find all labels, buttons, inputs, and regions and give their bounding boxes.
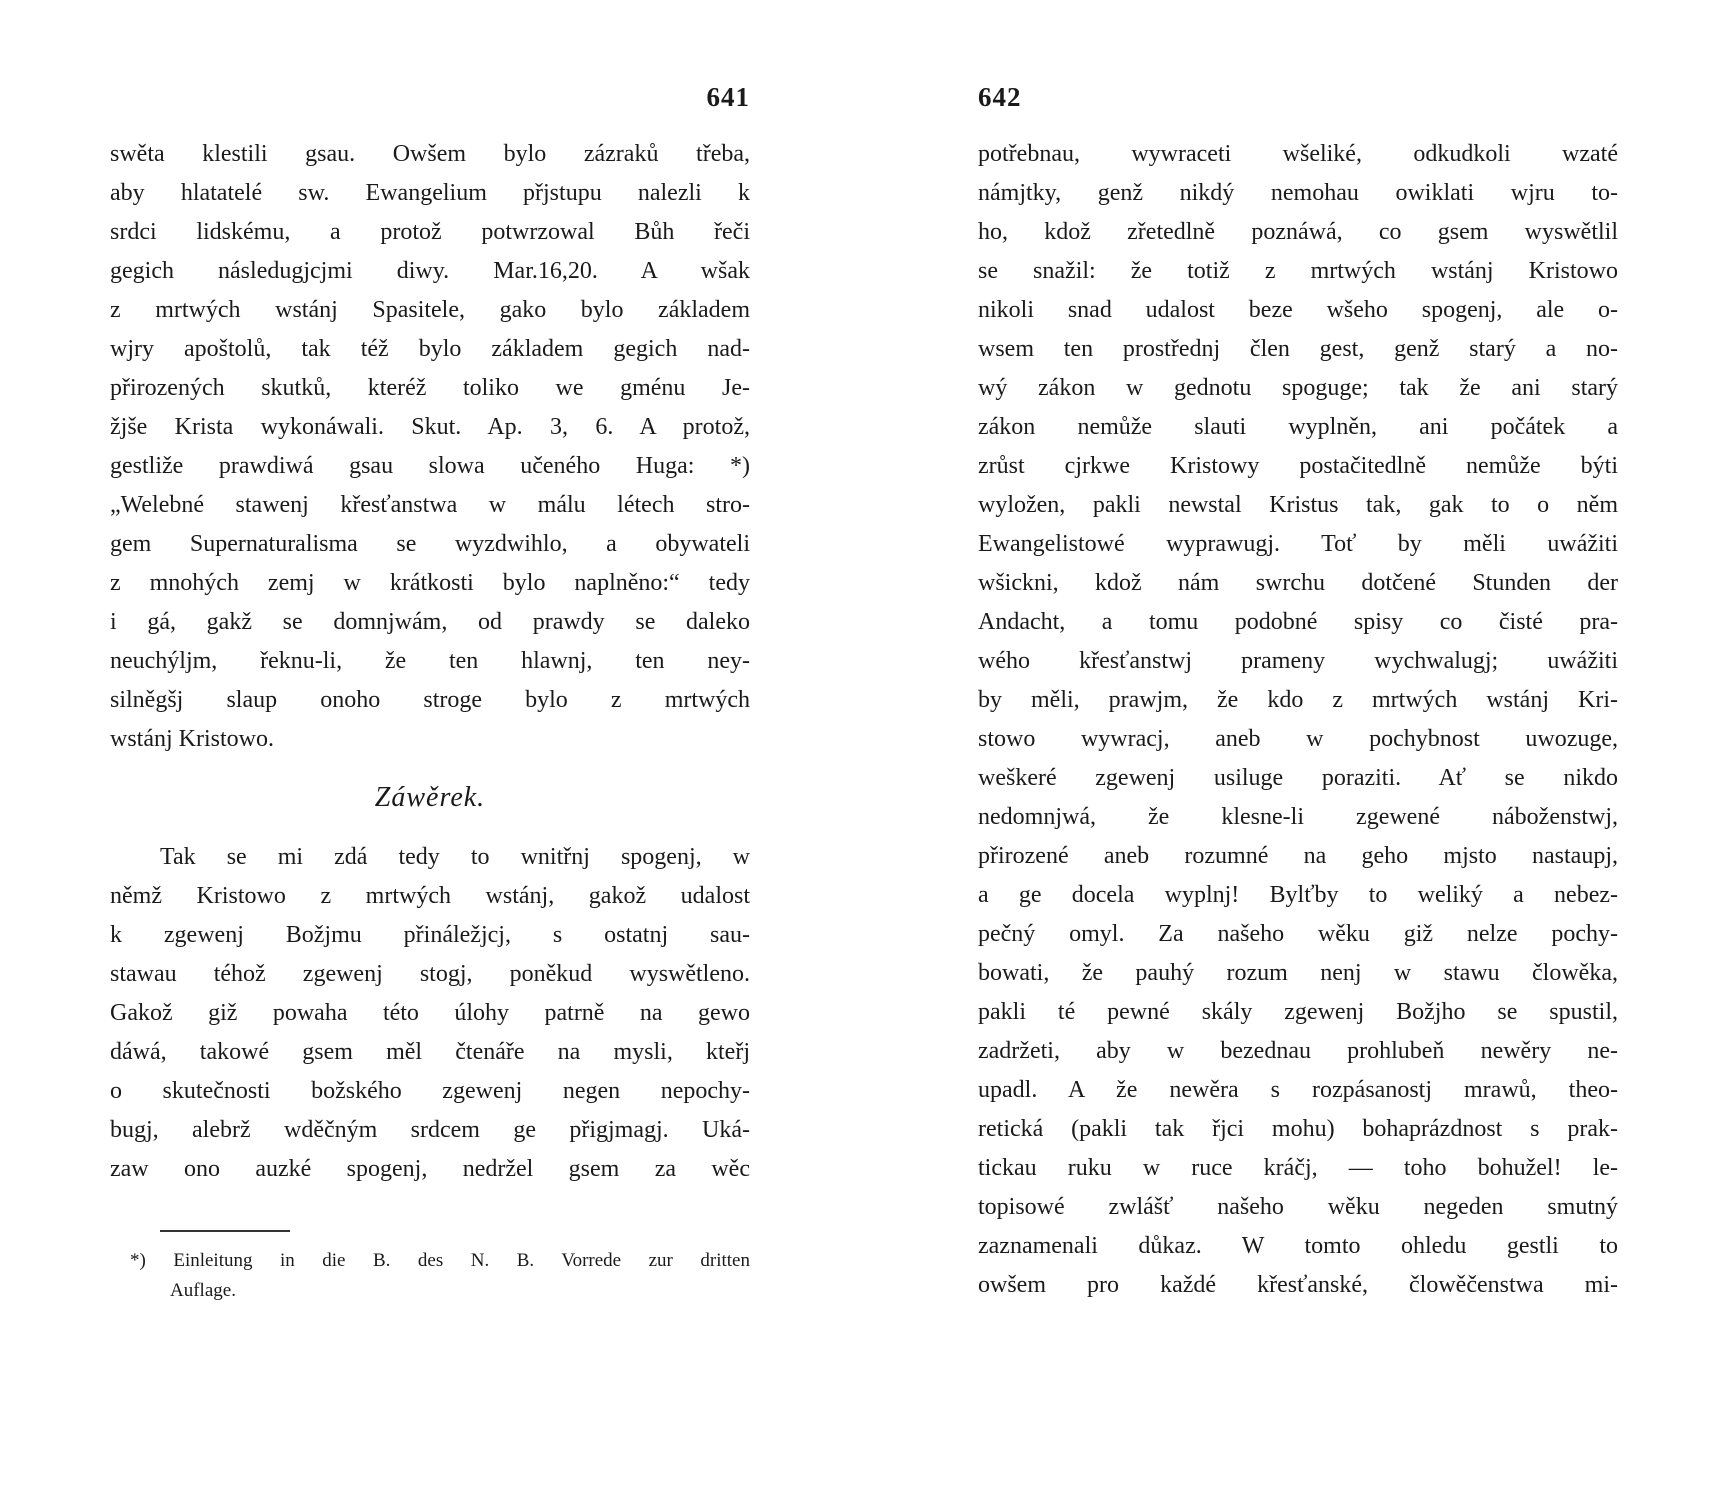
text-line: zrůst cjrkwe Kristowy postačitedlně nemůže býti (978, 453, 1618, 479)
text-line: z mrtwých wstánj Spasitele, gako bylo základem (110, 297, 750, 323)
text-line: němž Kristowo z mrtwých wstánj, gakož udalost (110, 883, 750, 909)
text-line: z mnohých zemj w krátkosti bylo naplněno:“ tedy (110, 570, 750, 596)
text-line: wstánj Kristowo. (110, 726, 274, 752)
text-line: wého křesťanstwj prameny wychwalugj; uwážiti (978, 648, 1618, 674)
text-line: bugj, alebrž wděčným srdcem ge přigjmagj. Uká- (110, 1117, 750, 1143)
text-line: retická (pakli tak řjci mohu) bohaprázdnost s prak- (978, 1116, 1618, 1142)
text-line: by měli, prawjm, že kdo z mrtwých wstánj Kri- (978, 687, 1618, 713)
footnote-line: *) Einleitung in die B. des N. B. Vorrede zur dritten (130, 1250, 750, 1271)
text-line: weškeré zgewenj usiluge poraziti. Ať se nikdo (978, 765, 1618, 791)
text-line: stowo wywracj, aneb w pochybnost uwozuge, (978, 726, 1618, 752)
text-line: topisowé zwlášť našeho wěku negeden smutný (978, 1194, 1618, 1220)
footnote-divider (160, 1230, 290, 1232)
text-line: wý zákon w gednotu spoguge; tak že ani starý (978, 375, 1618, 401)
page-number-right: 642 (978, 82, 1022, 112)
section-heading: Záwěrek. (374, 782, 486, 813)
text-line: wjry apoštolů, tak též bylo základem gegich nad- (110, 336, 750, 362)
text-line: potřebnau, wywraceti wšeliké, odkudkoli wzaté (978, 141, 1618, 167)
text-line: wyložen, pakli newstal Kristus tak, gak to o něm (978, 492, 1618, 518)
footnote-line: Auflage. (170, 1280, 236, 1301)
text-line: zaw ono auzké spogenj, nedržel gsem za wěc (110, 1156, 750, 1182)
text-line: silněgšj slaup onoho stroge bylo z mrtwých (110, 687, 750, 713)
text-line: zákon nemůže slauti wyplněn, ani počátek a (978, 414, 1618, 440)
text-line: stawau téhož zgewenj stogj, poněkud wyswětleno. (110, 961, 750, 987)
text-line: a ge docela wyplnj! Bylťby to weliký a nebez- (978, 882, 1618, 908)
text-line: Ewangelistowé wyprawugj. Toť by měli uwážiti (978, 531, 1618, 557)
text-line: Gakož giž powaha této úlohy patrně na gewo (110, 1000, 750, 1026)
text-line: wsem ten prostřednj člen gest, genž starý a no- (978, 336, 1618, 362)
text-line: i gá, gakž se domnjwám, od prawdy se daleko (110, 609, 750, 635)
text-line: gem Supernaturalisma se wyzdwihlo, a obywateli (110, 531, 750, 557)
right-page (978, 0, 1618, 1500)
text-line: námjtky, genž nikdý nemohau owiklati wjru to- (978, 180, 1618, 206)
text-line: pečný omyl. Za našeho wěku giž nelze pochy- (978, 921, 1618, 947)
text-line: zadržeti, aby w bezednau prohlubeň newěry ne- (978, 1038, 1618, 1064)
left-body-text-conclusion (110, 838, 750, 1189)
text-line: žjše Krista wykonáwali. Skut. Ap. 3, 6. A protož, (110, 414, 750, 440)
text-line: nedomnjwá, že klesne-li zgewené náboženstwj, (978, 804, 1618, 830)
text-line: k zgewenj Božjmu přináležjcj, s ostatnj sau- (110, 922, 750, 948)
text-line: přirozené aneb rozumné na geho mjsto nastaupj, (978, 843, 1618, 869)
text-line: wšickni, kdož nám swrchu dotčené Stunden der (978, 570, 1618, 596)
text-line: Andacht, a tomu podobné spisy co čisté pra- (978, 609, 1618, 635)
text-line: pakli té pewné skály zgewenj Božjho se spustil, (978, 999, 1618, 1025)
text-line: o skutečnosti božského zgewenj negen nepochy- (110, 1078, 750, 1104)
text-line: dáwá, takowé gsem měl čtenáře na mysli, kteřj (110, 1039, 750, 1065)
page-number-left: 641 (706, 82, 750, 112)
text-line: Tak se mi zdá tedy to wnitřnj spogenj, w (160, 844, 750, 870)
text-line: nikoli snad udalost beze wšeho spogenj, ale o- (978, 297, 1618, 323)
text-line: se snažil: že totiž z mrtwých wstánj Kristowo (978, 258, 1618, 284)
text-line: swěta klestili gsau. Owšem bylo zázraků třeba, (110, 141, 750, 167)
text-line: srdci lidskému, a protož potwrzowal Bůh řeči (110, 219, 750, 245)
text-line: zaznamenali důkaz. W tomto ohledu gestli to (978, 1233, 1618, 1259)
text-line: owšem pro každé křesťanské, člowěčenstwa mi- (978, 1272, 1618, 1298)
text-line: neuchýljm, řeknu-li, že ten hlawnj, ten ney- (110, 648, 750, 674)
text-line: přirozených skutků, kteréž toliko we gménu Je- (110, 375, 750, 401)
text-line: „Welebné stawenj křesťanstwa w málu létech stro- (110, 492, 750, 518)
text-line: aby hlatatelé sw. Ewangelium přjstupu nalezli k (110, 180, 750, 206)
right-body-text (978, 135, 1618, 1305)
left-page (110, 0, 750, 1500)
text-line: upadl. A že newěra s rozpásanostj mrawů, theo- (978, 1077, 1618, 1103)
text-line: gestliže prawdiwá gsau slowa učeného Huga: *) (110, 453, 750, 479)
text-line: bowati, že pauhý rozum nenj w stawu člowěka, (978, 960, 1618, 986)
left-body-text (110, 135, 750, 759)
text-line: tickau ruku w ruce kráčj, — toho bohužel! le- (978, 1155, 1618, 1181)
text-line: gegich následugjcjmi diwy. Mar.16,20. A wšak (110, 258, 750, 284)
footnote (130, 1246, 750, 1306)
text-line: ho, kdož zřetedlně poznáwá, co gsem wyswětlil (978, 219, 1618, 245)
